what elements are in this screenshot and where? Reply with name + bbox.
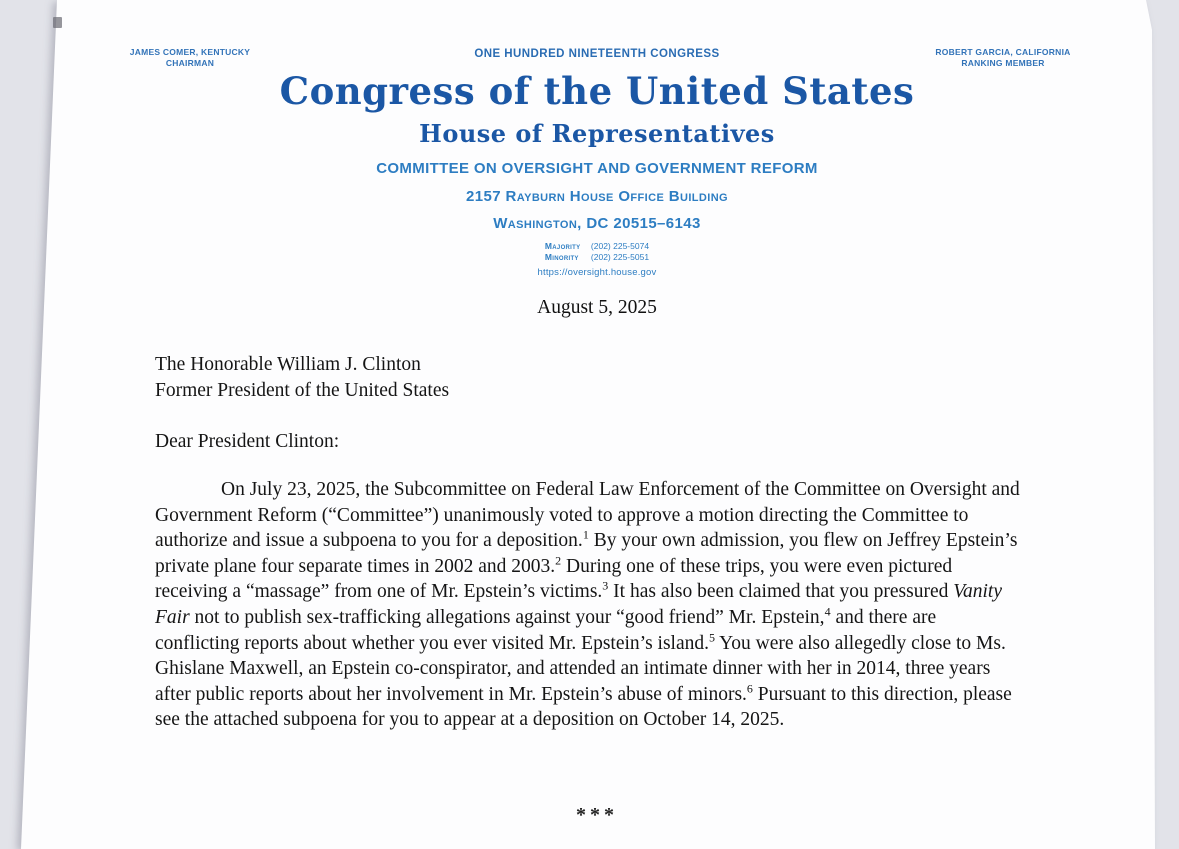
ranking-member-title: RANKING MEMBER (961, 58, 1045, 68)
majority-phone-label: Majority (544, 241, 581, 251)
ranking-member-name: ROBERT GARCIA, CALIFORNIA (935, 47, 1071, 57)
minority-phone-number: (202) 225-5051 (590, 252, 650, 262)
minority-phone-label: Minority (544, 252, 579, 262)
salutation: Dear President Clinton: (155, 431, 340, 452)
chairman-name: JAMES COMER, KENTUCKY (129, 47, 251, 57)
congress-session-line: ONE HUNDRED NINETEENTH CONGRESS (474, 48, 720, 60)
letter-body-paragraph: On July 23, 2025, the Subcommittee on Federal Law Enforcement of the Committee on Oversight and Government Reform (“Committee”) unanimously voted to approve a motion directing the Committee to authorize and issue a subpoena to you for a deposition.$^1$ By your own admission, you flew on Jeffrey Epstein’s private plane four separate times in 2002 and 2003.$^2$ During one of these trips, you were even pictured receiving a “massage” from one of Mr. Epstein’s victims.$^3$ It has also been claimed that you pressured Vanity Fair not to publish sex-trafficking allegations against your “good friend” Mr. Epstein,$^4$ and there are conflicting reports about whether you ever visited Mr. Epstein’s island.$^5$ You were also allegedly close to Ms. Ghislane Maxwell, an Epstein co-conspirator, and attended an intimate dinner with her in 2014, three years after public reports about her involvement in Mr. Epstein’s abuse of minors.$^6$ Pursuant to this direction, please see the attached subpoena for you to appear at a deposition on October 14, 2025. (155, 479, 1020, 731)
majority-phone-row (545, 241, 649, 251)
committee-address-city: Washington, DC 20515–6143 (493, 215, 701, 232)
committee-website: https://oversight.house.gov (537, 267, 657, 278)
section-separator: *** (576, 804, 618, 826)
chairman-title: CHAIRMAN (165, 58, 215, 68)
majority-phone-number: (202) 225-5074 (590, 241, 650, 251)
recipient-block (155, 352, 449, 404)
phone-numbers (30, 241, 1164, 263)
recipient-title: Former President of the United States (155, 380, 450, 401)
recipient-name: The Honorable William J. Clinton (155, 354, 421, 375)
ranking-member-block (903, 47, 1103, 69)
committee-address-building: 2157 Rayburn House Office Building (465, 188, 729, 205)
letter-date: August 5, 2025 (537, 297, 657, 318)
committee-name: COMMITTEE ON OVERSIGHT AND GOVERNMENT REFORM (376, 160, 818, 177)
letterhead-title: Congress of the United States (279, 69, 915, 113)
letterhead-subtitle: House of Representatives (419, 119, 775, 148)
minority-phone-row (545, 252, 649, 262)
